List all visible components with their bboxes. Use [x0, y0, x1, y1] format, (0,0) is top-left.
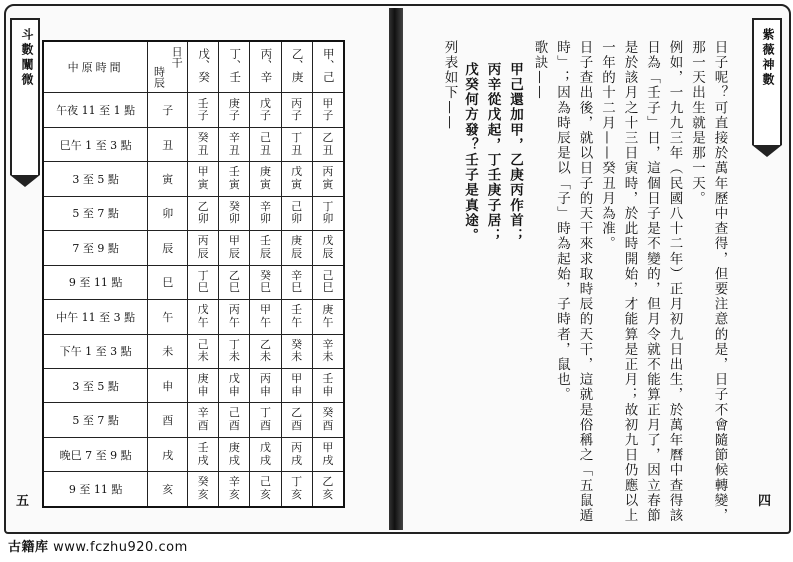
table-row: [43, 368, 344, 402]
ganzhi-text: 己 未: [197, 337, 209, 364]
ganzhi-text: 乙 亥: [322, 475, 334, 502]
ganzhi-text: 壬 辰: [260, 234, 271, 260]
ganzhi-text: 乙 卯: [197, 199, 209, 226]
ganzhi-cell: [281, 437, 312, 471]
ganzhi-text: 丁 巳: [197, 268, 209, 295]
left-page-number: 五: [16, 494, 30, 509]
ganzhi-text: 己 丑: [260, 130, 271, 157]
ganzhi-cell: [219, 265, 250, 299]
ganzhi-text: 庚 辰: [291, 234, 303, 260]
ganzhi-cell: [188, 265, 219, 299]
header-stem: 甲、己: [321, 48, 336, 83]
text-column: 日為「壬子」日，這個日子是不變的，但月令就不能算正月了，因立春節: [644, 40, 660, 524]
text-column: 那一天出生就是那一天。: [689, 40, 705, 207]
right-ribbon-title: 紫薇神數: [761, 28, 775, 88]
time-range-cell: 5 至 7 點: [43, 403, 148, 437]
ganzhi-text: 辛 未: [322, 337, 334, 364]
ganzhi-text: 乙 酉: [291, 406, 303, 433]
ganzhi-cell: [188, 162, 219, 196]
ganzhi-text: 戊 戌: [260, 440, 271, 467]
ganzhi-cell: [312, 231, 344, 265]
time-range-cell: 3 至 5 點: [43, 368, 148, 402]
table-row: [43, 196, 344, 230]
ganzhi-text: 甲 子: [322, 96, 334, 123]
branch-cell: 子: [148, 93, 188, 127]
ganzhi-cell: [250, 231, 281, 265]
ganzhi-text: 甲 寅: [197, 165, 209, 192]
ganzhi-cell: [250, 403, 281, 437]
ganzhi-text: 戊 寅: [291, 165, 303, 192]
branch-cell: 午: [148, 300, 188, 334]
book-spine: [389, 8, 403, 530]
ganzhi-cell: [281, 334, 312, 368]
table-row: [43, 162, 344, 196]
ganzhi-cell: [281, 162, 312, 196]
header-time: 中原時間: [43, 41, 148, 93]
text-column: 時」；因為時辰是以「子」時為起始，子時者，鼠也。: [554, 40, 570, 403]
ganzhi-cell: [312, 403, 344, 437]
header-corner-bottom: 時辰: [152, 66, 166, 89]
text-column: 戊癸何方發？壬子是真途。: [462, 62, 478, 244]
header-stem-cell: [250, 41, 281, 93]
header-corner: [148, 41, 188, 93]
ganzhi-text: 戊 辰: [322, 234, 334, 260]
header-stem: 乙、庚: [290, 48, 305, 83]
ganzhi-cell: [250, 472, 281, 507]
branch-cell: 戌: [148, 437, 188, 471]
ganzhi-cell: [188, 472, 219, 507]
ganzhi-text: 癸 未: [291, 337, 303, 364]
right-page-number: 四: [758, 494, 772, 509]
ganzhi-cell: [312, 196, 344, 230]
ganzhi-cell: [188, 368, 219, 402]
ganzhi-cell: [188, 300, 219, 334]
ganzhi-text: 己 亥: [260, 475, 271, 502]
ganzhi-cell: [281, 127, 312, 161]
ganzhi-cell: [250, 93, 281, 127]
ganzhi-text: 庚 寅: [260, 165, 271, 192]
footer-site-name: 古籍库: [8, 540, 49, 555]
table-header-row: [43, 41, 344, 93]
ganzhi-text: 丙 寅: [322, 165, 334, 192]
text-column: 一年的十二月——癸丑月為准。: [599, 40, 615, 252]
ganzhi-cell: [281, 403, 312, 437]
ganzhi-text: 甲 午: [260, 303, 271, 329]
ganzhi-cell: [312, 472, 344, 507]
header-stem: 戊、癸: [197, 48, 212, 83]
ganzhi-text: 丁 丑: [291, 130, 303, 157]
ganzhi-cell: [250, 162, 281, 196]
ganzhi-cell: [188, 437, 219, 471]
ganzhi-cell: [219, 196, 250, 230]
ganzhi-text: 己 卯: [291, 199, 303, 226]
ganzhi-cell: [250, 368, 281, 402]
ganzhi-cell: [312, 437, 344, 471]
table-row: [43, 265, 344, 299]
ganzhi-cell: [188, 93, 219, 127]
text-column: 歌訣——: [531, 40, 548, 101]
ganzhi-cell: [219, 368, 250, 402]
ganzhi-cell: [312, 300, 344, 334]
table-row: [43, 437, 344, 471]
ganzhi-text: 戊 子: [260, 96, 271, 123]
ganzhi-cell: [188, 196, 219, 230]
ganzhi-text: 丙 子: [291, 96, 303, 123]
ganzhi-text: 丙 午: [228, 303, 240, 329]
table-row: [43, 334, 344, 368]
ganzhi-cell: [219, 334, 250, 368]
time-range-cell: 下午 1 至 3 點: [43, 334, 148, 368]
header-stem-cell: [188, 41, 219, 93]
ganzhi-text: 己 巳: [322, 268, 334, 295]
header-stem-cell: [219, 41, 250, 93]
branch-cell: 辰: [148, 231, 188, 265]
ganzhi-cell: [312, 265, 344, 299]
table-row: [43, 472, 344, 507]
header-stem-cell: [312, 41, 344, 93]
ganzhi-cell: [281, 368, 312, 402]
ganzhi-text: 庚 戌: [228, 440, 240, 467]
text-column: 甲己還加甲，乙庚丙作首；: [507, 62, 523, 244]
ganzhi-text: 癸 丑: [197, 130, 209, 157]
ganzhi-cell: [219, 437, 250, 471]
table-row: [43, 93, 344, 127]
ganzhi-text: 癸 巳: [260, 268, 271, 295]
time-range-cell: 午夜 11 至 1 點: [43, 93, 148, 127]
ganzhi-cell: [281, 472, 312, 507]
time-range-cell: 9 至 11 點: [43, 265, 148, 299]
ganzhi-cell: [188, 127, 219, 161]
text-column: 列表如下——: [441, 40, 458, 131]
ganzhi-text: 丁 亥: [291, 475, 303, 502]
ganzhi-text: 丁 卯: [322, 199, 334, 226]
ganzhi-cell: [281, 231, 312, 265]
time-range-cell: 晚巳 7 至 9 點: [43, 437, 148, 471]
ganzhi-cell: [281, 265, 312, 299]
ganzhi-text: 甲 申: [291, 372, 303, 398]
ganzhi-cell: [312, 368, 344, 402]
text-column: 是於該月之十三日寅時，於此時開始，才能算是正月；故初九日仍應以上: [621, 40, 638, 524]
ganzhi-text: 癸 卯: [228, 199, 240, 226]
ganzhi-cell: [312, 93, 344, 127]
branch-cell: 卯: [148, 196, 188, 230]
header-stem: 丁、壬: [228, 48, 243, 83]
text-column: 日子呢？可直接於萬年歷中查得，但要注意的是，日子不會隨節候轉變，: [711, 40, 728, 524]
ganzhi-text: 辛 巳: [291, 268, 303, 295]
header-stem: 丙、辛: [259, 48, 274, 83]
ganzhi-text: 丙 申: [260, 372, 271, 398]
ganzhi-cell: [250, 334, 281, 368]
table-row: [43, 127, 344, 161]
header-stem-cell: [281, 41, 312, 93]
ganzhi-text: 壬 寅: [228, 165, 240, 192]
hour-stem-table: [42, 40, 345, 508]
ganzhi-text: 丙 辰: [197, 234, 209, 260]
ganzhi-cell: [312, 334, 344, 368]
ganzhi-text: 乙 巳: [228, 268, 240, 295]
ganzhi-text: 丁 酉: [260, 406, 271, 433]
time-range-cell: 中午 11 至 3 點: [43, 300, 148, 334]
text-column: 日子查出後，就以日子的天干來求取時辰的天干，這就是俗稱之「五鼠遁: [576, 40, 593, 524]
ganzhi-text: 戊 申: [228, 372, 240, 398]
branch-cell: 寅: [148, 162, 188, 196]
ganzhi-cell: [219, 162, 250, 196]
table-row: [43, 403, 344, 437]
ganzhi-cell: [312, 127, 344, 161]
header-corner-top: 日干: [170, 46, 184, 68]
ganzhi-cell: [250, 300, 281, 334]
ganzhi-cell: [281, 300, 312, 334]
ganzhi-cell: [188, 403, 219, 437]
ganzhi-text: 戊 午: [197, 303, 209, 329]
ganzhi-text: 壬 午: [291, 303, 303, 329]
ganzhi-text: 癸 亥: [197, 475, 209, 502]
ganzhi-text: 壬 申: [322, 372, 334, 398]
time-range-cell: 巳午 1 至 3 點: [43, 127, 148, 161]
ganzhi-text: 辛 亥: [228, 475, 240, 502]
ganzhi-text: 庚 子: [228, 96, 240, 123]
branch-cell: 酉: [148, 403, 188, 437]
ganzhi-cell: [188, 334, 219, 368]
branch-cell: 巳: [148, 265, 188, 299]
ganzhi-text: 辛 丑: [228, 130, 240, 157]
ganzhi-cell: [219, 403, 250, 437]
ganzhi-text: 甲 辰: [228, 234, 240, 260]
ganzhi-text: 辛 卯: [260, 199, 271, 226]
ganzhi-cell: [219, 300, 250, 334]
ganzhi-text: 壬 子: [197, 96, 209, 123]
ganzhi-text: 庚 申: [197, 372, 209, 398]
ganzhi-cell: [219, 231, 250, 265]
ganzhi-cell: [250, 437, 281, 471]
branch-cell: 丑: [148, 127, 188, 161]
time-range-cell: 5 至 7 點: [43, 196, 148, 230]
branch-cell: 申: [148, 368, 188, 402]
ganzhi-text: 乙 未: [260, 337, 271, 364]
left-ribbon-title: 斗數闡微: [20, 28, 34, 88]
ganzhi-text: 庚 午: [322, 303, 334, 329]
branch-cell: 未: [148, 334, 188, 368]
time-range-cell: 9 至 11 點: [43, 472, 148, 507]
ganzhi-cell: [219, 127, 250, 161]
watermark-footer: [8, 536, 188, 555]
ganzhi-text: 癸 酉: [322, 406, 334, 433]
time-range-cell: 7 至 9 點: [43, 231, 148, 265]
ganzhi-cell: [250, 265, 281, 299]
ganzhi-cell: [312, 162, 344, 196]
ganzhi-cell: [281, 93, 312, 127]
ganzhi-cell: [219, 472, 250, 507]
ganzhi-text: 丙 戌: [291, 440, 303, 467]
ganzhi-text: 甲 戌: [322, 440, 334, 467]
ganzhi-text: 丁 未: [228, 337, 240, 364]
table-row: [43, 231, 344, 265]
time-range-cell: 3 至 5 點: [43, 162, 148, 196]
ganzhi-text: 己 酉: [228, 406, 240, 433]
ganzhi-cell: [281, 196, 312, 230]
ganzhi-text: 壬 戌: [197, 440, 209, 467]
branch-cell: 亥: [148, 472, 188, 507]
ganzhi-text: 辛 酉: [197, 406, 209, 433]
ganzhi-cell: [219, 93, 250, 127]
text-column: 例如，一九九三年（民國八十二年）正月初九日出生，於萬年曆中查得該: [666, 40, 683, 524]
ganzhi-cell: [250, 127, 281, 161]
ganzhi-text: 乙 丑: [322, 130, 334, 157]
footer-site-url: www.fczhu920.com: [53, 540, 188, 555]
text-column: 丙辛從戊起，丁壬庚子居；: [484, 62, 501, 244]
ganzhi-cell: [188, 231, 219, 265]
table-row: [43, 300, 344, 334]
ganzhi-cell: [250, 196, 281, 230]
